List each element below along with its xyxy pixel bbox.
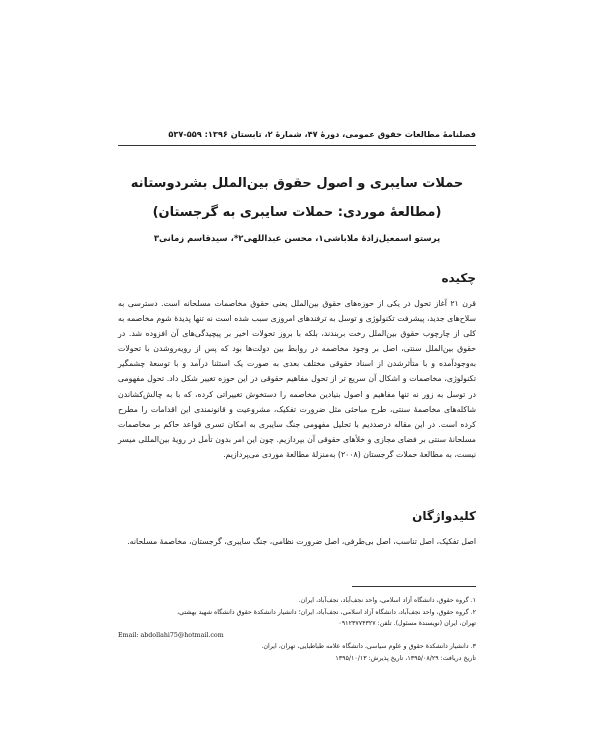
footnote-2-continued: تهران، ایران (نویسندهٔ مسئول). تلفن: ۰۹۱۲۳۷۷۴۳۲۷	[338, 620, 476, 628]
keywords-heading: کلیدواژگان	[412, 509, 476, 523]
footnote-1: ۱. گروه حقوق، دانشگاه آزاد اسلامی، واحد نجف‌آباد، نجف‌آباد، ایران.	[298, 597, 476, 604]
footnote-3: ۳. دانشیار دانشکدهٔ حقوق و علوم سیاسی، دانشگاه علامه طباطبایی، تهران، ایران.	[261, 643, 476, 651]
abstract-heading: چکیده	[441, 271, 476, 285]
article-dates: تاریخ دریافت: ۱۳۹۵/۰۸/۲۹، تاریخ پذیرش: ۱۳۹۵/۱۰/۱۳	[335, 654, 476, 662]
footnote-2: ۲. گروه حقوق، واحد نجف‌آباد، دانشگاه آزاد اسلامی، نجف‌آباد، ایران؛ دانشیار دانشکدهٔ حقوق دانشگاه شهید بهشتی،	[177, 608, 476, 616]
footnotes	[118, 595, 476, 665]
article-title: حملات سایبری و اصول حقوق بین‌الملل بشردوستانه	[130, 176, 464, 191]
author-email: Email: abdollahi75@hotmail.com	[118, 631, 224, 639]
article-subtitle: (مطالعهٔ موردی: حملات سایبری به گرجستان)	[152, 205, 442, 220]
author-list: پرستو اسمعیل‌زادهٔ ملاباشی۱، محسن عبداللهی۲*، سیدقاسم زمانی۳	[153, 234, 441, 244]
abstract-body: قرن ۲۱ آغاز تحول در یکی از حوزه‌های حقوق بین‌الملل یعنی حقوق مخاصمات مسلحانه است. دسترسی به سلاح‌های جدید، پیشرفت تکنولوژی و توسل به ترفندهای امروزی سبب شده است نه تنها پدیدهٔ شوم مخاصمه به کلی از چارچوب حقوق بین‌الملل رخت بربندند، بلکه با بروز تحولات اخیر بر پیچیدگی‌های آن افزوده شد. در حقوق بین‌الملل سنتی، اصل بر وجود مخاصمه در روابط بین دولت‌ها بود که پس از رویه‌روشدن با تحولات به‌وجودآمده و با متأثرشدن از اسناد حقوقی مختلف بعدی به صورت یک استثنا درآمد و با توسعهٔ چشمگیر تکنولوژی، مخاصمات و اشکال آن سریع تر از تحول مفاهیم حقوقی در این حوزه تغییر شکل داد. تحول مفهومی در توسل به زور نه تنها مفاهیم و اصول بنیادین مخاصمه را دستخوش تغییراتی کرده، که با به چالش‌کشاندن شاکله‌های مخاصمهٔ سنتی، طرح مباحثی مثل ضرورت تفکیک، مشروعیت و قانونمندی این اقدامات را مطرح کرده است. در این مقاله درصددیم با تحلیل مفهومی جنگ سایبری به امکان تسری قواعد حاکم بر مخاصمات مسلحانهٔ سنتی بر فضای مجازی و خلأهای حقوقی آن بپردازیم. چون این امر بدون تأمل در رویهٔ بین‌المللی میسر نیست، به مطالعهٔ حملات گرجستان (۲۰۰۸) به‌منزلهٔ مطالعهٔ موردی می‌پردازیم.	[118, 299, 476, 459]
header-rule	[118, 145, 476, 146]
footnote-divider	[352, 586, 476, 587]
keywords-body: اصل تفکیک، اصل تناسب، اصل بی‌طرفی، اصل ضرورت نظامی، جنگ سایبری، گرجستان، مخاصمهٔ مسلحانه.	[127, 537, 476, 546]
running-header: فصلنامهٔ مطالعات حقوق عمومی، دورهٔ ۴۷، شمارهٔ ۲، تابستان ۱۳۹۶: ۵۵۹-۵۳۷	[168, 129, 476, 139]
